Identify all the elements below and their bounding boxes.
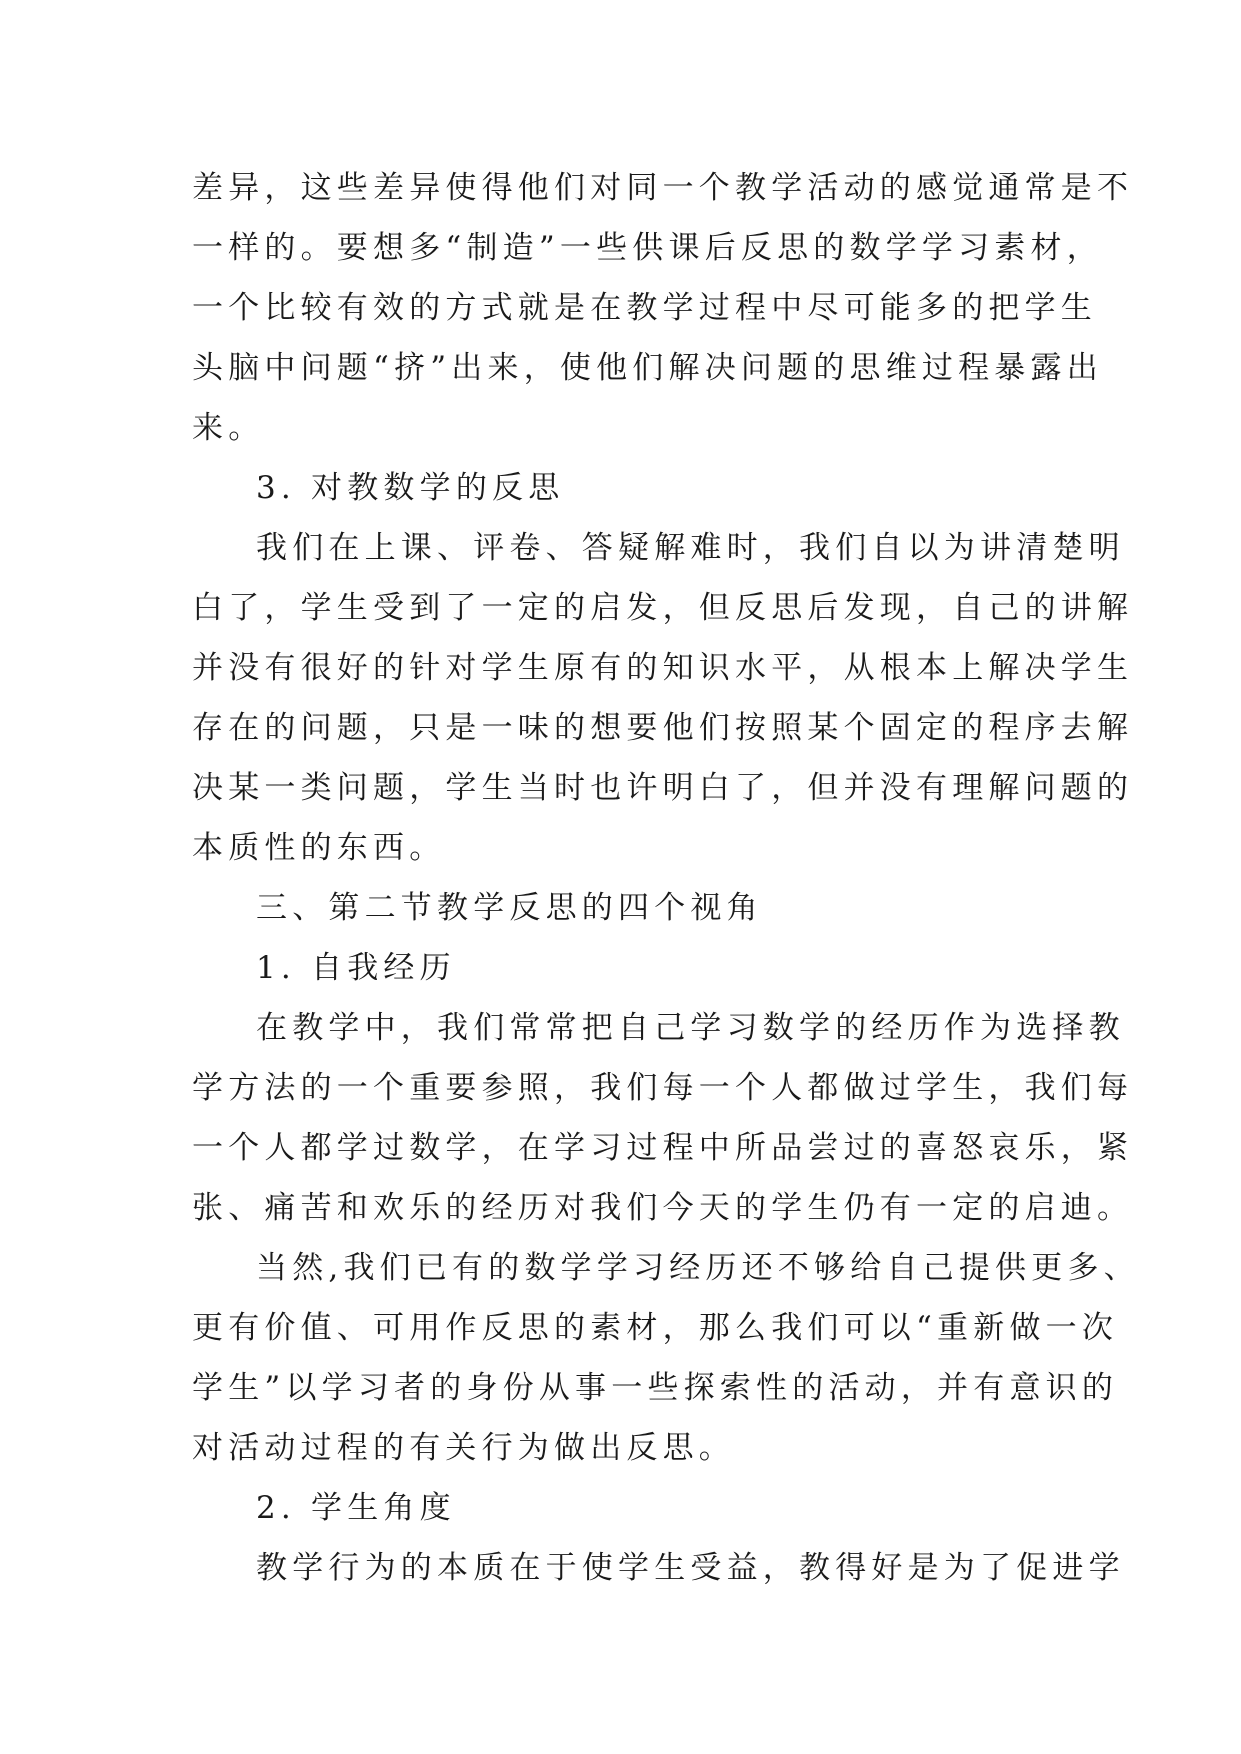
text-line: 更有价值、可用作反思的素材，那么我们可以“重新做一次 — [192, 1310, 1119, 1346]
text-line: 一样的。要想多“制造”一些供课后反思的数学学习素材， — [192, 230, 1103, 266]
text-line: 本质性的东西。 — [192, 830, 446, 866]
text-line: 在教学中，我们常常把自己学习数学的经历作为选择教 — [256, 1010, 1125, 1046]
text-line: 2. 学生角度 — [256, 1490, 456, 1526]
text-line: 1. 自我经历 — [256, 950, 456, 986]
text-line: 白了，学生受到了一定的启发，但反思后发现，自己的讲解 — [192, 590, 1134, 626]
text-line: 头脑中问题“挤”出来，使他们解决问题的思维过程暴露出 — [192, 350, 1103, 386]
text-line: 一个比较有效的方式就是在教学过程中尽可能多的把学生 — [192, 290, 1097, 326]
text-line: 张、痛苦和欢乐的经历对我们今天的学生仍有一定的启迪。 — [192, 1190, 1134, 1226]
text-line: 教学行为的本质在于使学生受益，教得好是为了促进学 — [256, 1550, 1125, 1586]
text-line: 当然,我们已有的数学学习经历还不够给自己提供更多、 — [256, 1250, 1140, 1286]
text-line: 决某一类问题，学生当时也许明白了，但并没有理解问题的 — [192, 770, 1134, 806]
text-line: 存在的问题，只是一味的想要他们按照某个固定的程序去解 — [192, 710, 1134, 746]
text-line: 差异，这些差异使得他们对同一个教学活动的感觉通常是不 — [192, 170, 1134, 206]
text-line: 我们在上课、评卷、答疑解难时，我们自以为讲清楚明 — [256, 530, 1125, 566]
text-line: 三、第二节教学反思的四个视角 — [256, 890, 763, 926]
text-line: 3. 对教数学的反思 — [256, 470, 565, 506]
text-line: 对活动过程的有关行为做出反思。 — [192, 1430, 735, 1466]
text-line: 并没有很好的针对学生原有的知识水平，从根本上解决学生 — [192, 650, 1134, 686]
text-line: 学生”以学习者的身份从事一些探索性的活动，并有意识的 — [192, 1370, 1119, 1406]
text-line: 学方法的一个重要参照，我们每一个人都做过学生，我们每 — [192, 1070, 1134, 1106]
document-body — [192, 158, 1140, 1598]
text-line: 来。 — [192, 410, 265, 446]
text-line: 一个人都学过数学，在学习过程中所品尝过的喜怒哀乐，紧 — [192, 1130, 1134, 1166]
